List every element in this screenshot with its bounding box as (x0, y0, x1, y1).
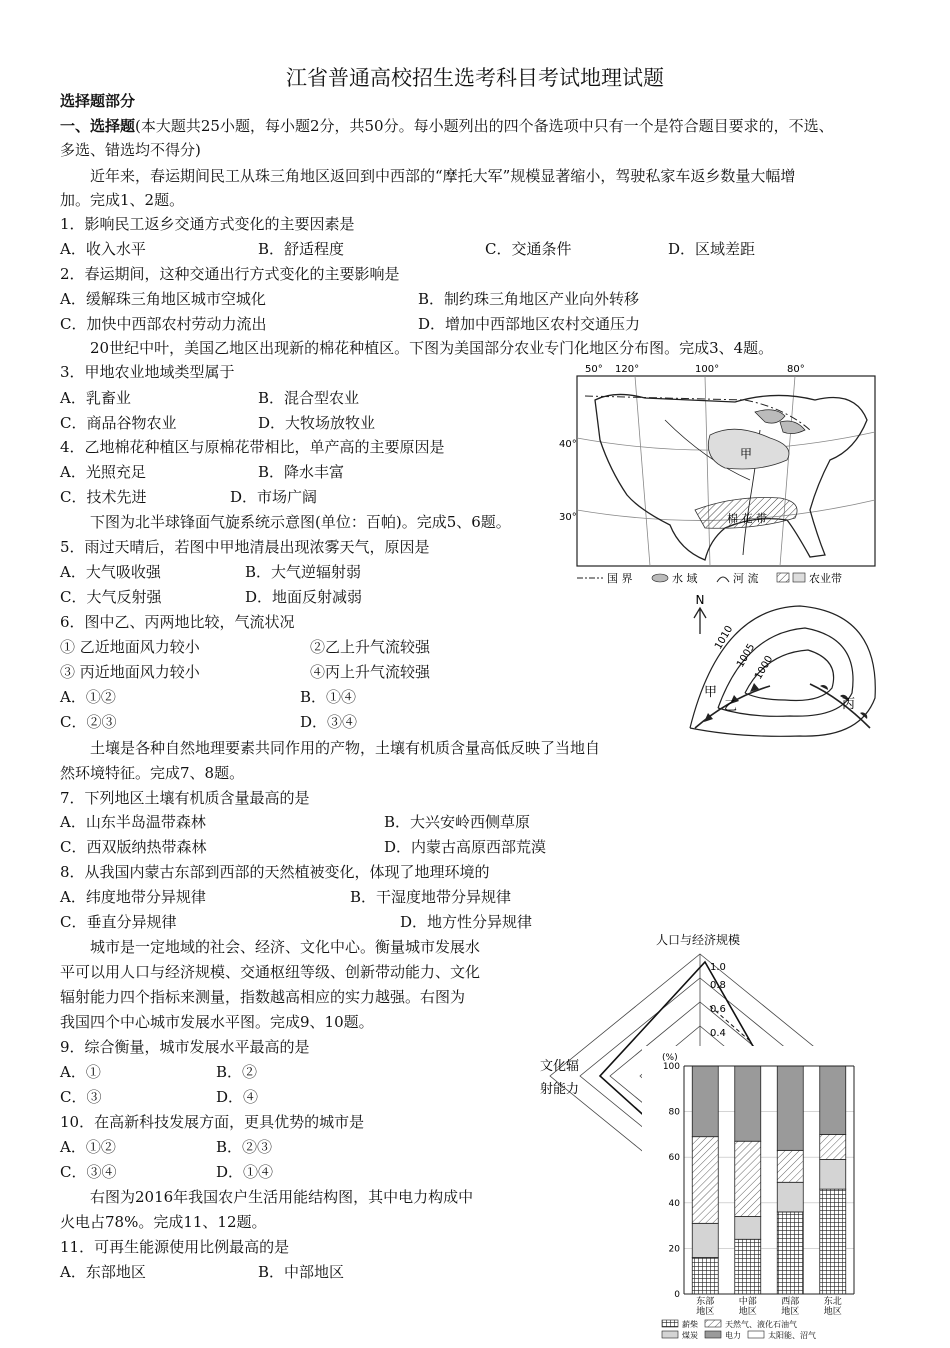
question-8: 8．从我国内蒙古东部到西部的天然植被变化，体现了地理环境的 (60, 863, 490, 881)
q6-option-d[interactable]: D．③④ (300, 713, 358, 731)
legend-river: 河 流 (733, 572, 759, 585)
radar-tick-06: 0.6 (710, 1004, 726, 1015)
radar-tick-04: 0.4 (710, 1028, 726, 1039)
part1-desc: (本大题共25小题，每小题2分，共50分。每小题列出的四个备选项中只有一个是符合题目要求的，不选、 (135, 117, 834, 135)
point-jia: 甲 (704, 685, 718, 700)
lat-label-40: 40° (559, 439, 577, 450)
bar-segment (692, 1137, 718, 1224)
radar-axis-title: 人口与经济规模 (655, 933, 741, 947)
y-tick-label: 40 (668, 1198, 680, 1209)
bar-segment (820, 1134, 846, 1159)
question-7: 7．下列地区土壤有机质含量最高的是 (60, 789, 310, 807)
q1-option-b[interactable]: B．舒适程度 (258, 240, 345, 258)
stem-9-10-line1: 城市是一定地域的社会、经济、文化中心。衡量城市发展水 (90, 938, 481, 956)
q2-option-d[interactable]: D．增加中西部地区农村交通压力 (418, 315, 641, 333)
q11-option-b[interactable]: B．中部地区 (258, 1263, 345, 1281)
chart-bars (692, 1066, 846, 1294)
q5-option-a[interactable]: A．大气吸收强 (60, 563, 161, 581)
bar-segment (820, 1066, 846, 1134)
q3-option-b[interactable]: B．混合型农业 (258, 389, 360, 407)
legend-zone-symbol-b (793, 573, 805, 582)
q3-option-c[interactable]: C．商品谷物农业 (60, 414, 177, 432)
energy-chart-panel (642, 1046, 880, 1344)
x-tick-label: 西部 (781, 1297, 800, 1307)
q6-item-3: ③ 丙近地面风力较小 (60, 663, 200, 681)
legend-water: 水 域 (672, 572, 698, 585)
question-4: 4．乙地棉花种植区与原棉花带相比，单产高的主要原因是 (60, 438, 445, 456)
q8-option-b[interactable]: B．干湿度地带分异规律 (350, 888, 512, 906)
legend-swatch (662, 1320, 678, 1327)
bar-segment (777, 1066, 803, 1150)
q1-option-d[interactable]: D．区域差距 (668, 240, 756, 258)
q2-option-c[interactable]: C．加快中西部农村劳动力流出 (60, 315, 267, 333)
q6-option-a[interactable]: A．①② (60, 688, 116, 706)
y-tick-label: 60 (668, 1153, 680, 1164)
legend-water-symbol (652, 574, 668, 582)
q3-option-a[interactable]: A．乳畜业 (60, 389, 131, 407)
y-tick-label: 80 (668, 1107, 680, 1118)
legend-label: 天然气、液化石油气 (725, 1320, 797, 1329)
legend-swatch (705, 1331, 721, 1338)
stem-11-12-cont: 火电占78%。完成11、12题。 (60, 1213, 267, 1231)
stem-7-8: 土壤是各种自然地理要素共同作用的产物，土壤有机质含量高低反映了当地自 (90, 739, 601, 757)
lon-label-50: 50° (585, 364, 603, 375)
q4-option-b[interactable]: B．降水丰富 (258, 463, 345, 481)
question-1: 1．影响民工返乡交通方式变化的主要因素是 (60, 215, 355, 233)
q7-option-d[interactable]: D．内蒙古高原西部荒漠 (384, 838, 547, 856)
part1-instructions (60, 116, 834, 136)
legend-swatch (705, 1320, 721, 1327)
stem-5-6: 下图为北半球锋面气旋系统示意图(单位：百帕)。完成5、6题。 (90, 513, 511, 531)
legend-swatch (748, 1331, 764, 1338)
q6-item-2: ②乙上升气流较强 (310, 638, 431, 656)
part1-desc-cont: 多选、错选均不得分) (60, 141, 201, 159)
chart-x-labels (696, 1295, 842, 1317)
stem-3-4: 20世纪中叶，美国乙地区出现新的棉花种植区。下图为美国部分农业专门化地区分布图。完成3、4题。 (90, 339, 774, 357)
q5-option-c[interactable]: C．大气反射强 (60, 588, 162, 606)
q4-option-c[interactable]: C．技术先进 (60, 488, 147, 506)
stem-11-12: 右图为2016年我国农户生活用能结构图，其中电力构成中 (90, 1188, 474, 1206)
q2-option-b[interactable]: B．制约珠三角地区产业向外转移 (418, 290, 640, 308)
q6-item-4: ④丙上升气流较强 (310, 663, 431, 681)
lon-label-100: 100° (695, 364, 720, 375)
point-bing: 丙 (842, 697, 856, 712)
question-6: 6．图中乙、丙两地比较，气流状况 (60, 613, 295, 631)
question-11: 11．可再生能源使用比例最高的是 (60, 1238, 290, 1256)
point-yi: 乙 (724, 699, 738, 714)
chart-legend (662, 1319, 816, 1340)
lon-label-120: 120° (615, 364, 640, 375)
bar-segment (777, 1150, 803, 1182)
q8-option-a[interactable]: A．纬度地带分异规律 (60, 888, 206, 906)
north-label: N (695, 593, 705, 607)
section-heading: 选择题部分 (60, 92, 136, 110)
bar-segment (692, 1066, 718, 1137)
energy-structure-chart (642, 1046, 880, 1344)
q9-option-d[interactable]: D．④ (216, 1088, 259, 1106)
isobar-label-1010: 1010 (713, 623, 736, 652)
q10-option-d[interactable]: D．①④ (216, 1163, 274, 1181)
q5-option-b[interactable]: B．大气逆辐射弱 (245, 563, 362, 581)
radar-left-label-1: 文化辐 (540, 1059, 580, 1074)
legend-label: 电力 (725, 1331, 741, 1340)
q2-option-a[interactable]: A．缓解珠三角地区城市空城化 (60, 290, 266, 308)
stem-9-10-line4: 我国四个中心城市发展水平图。完成9、10题。 (60, 1013, 374, 1031)
q4-option-a[interactable]: A．光照充足 (60, 463, 146, 481)
x-tick-label: 地区 (738, 1307, 757, 1317)
bar-segment (777, 1212, 803, 1294)
page-title: 江省普通高校招生选考科目考试地理试题 (286, 66, 664, 90)
q11-option-a[interactable]: A．东部地区 (60, 1263, 146, 1281)
q10-option-a[interactable]: A．①② (60, 1138, 116, 1156)
question-2: 2．春运期间，这种交通出行方式变化的主要影响是 (60, 265, 400, 283)
radar-tick-08: 0.8 (710, 980, 726, 991)
x-tick-label: 东部 (696, 1297, 715, 1307)
map-frame (577, 376, 875, 566)
bar-segment (735, 1141, 761, 1216)
q9-option-c[interactable]: C．③ (60, 1088, 102, 1106)
legend-label: 煤炭 (682, 1331, 698, 1340)
q7-option-a[interactable]: A．山东半岛温带森林 (60, 813, 206, 831)
isobar-label-1000: 1000 (753, 653, 776, 682)
q4-option-d[interactable]: D．市场广阔 (230, 488, 318, 506)
stem-1-2-cont: 加。完成1、2题。 (60, 191, 185, 209)
q8-option-d[interactable]: D．地方性分异规律 (400, 913, 533, 931)
stem-9-10-line2: 平可以用人口与经济规模、交通枢纽等级、创新带动能力、文化 (60, 963, 481, 981)
legend-label: 薪柴 (682, 1320, 698, 1329)
q6-item-1: ① 乙近地面风力较小 (60, 638, 200, 656)
q3-option-d[interactable]: D．大牧场放牧业 (258, 414, 376, 432)
isobar-label-1005: 1005 (735, 641, 758, 670)
y-tick-label: 20 (668, 1244, 680, 1255)
stem-7-8-cont: 然环境特征。完成7、8题。 (60, 764, 245, 782)
bar-segment (692, 1223, 718, 1257)
legend-label: 太阳能、沼气 (768, 1331, 816, 1340)
lon-label-80: 80° (787, 364, 805, 375)
q8-option-c[interactable]: C．垂直分异规律 (60, 913, 177, 931)
q7-option-b[interactable]: B．大兴安岭西侧草原 (384, 813, 531, 831)
x-tick-label: 地区 (823, 1307, 842, 1317)
bar-segment (820, 1159, 846, 1189)
chart-y-ticks (663, 1062, 680, 1300)
y-tick-label: 0 (674, 1290, 680, 1300)
bar-segment (777, 1182, 803, 1212)
north-arrow-icon (694, 608, 706, 634)
q7-option-c[interactable]: C．西双版纳热带森林 (60, 838, 207, 856)
q1-option-c[interactable]: C．交通条件 (485, 240, 572, 258)
x-tick-label: 地区 (696, 1307, 715, 1317)
x-tick-label: 东北 (823, 1297, 842, 1307)
q6-option-c[interactable]: C．②③ (60, 713, 117, 731)
question-3: 3．甲地农业地域类型属于 (60, 363, 235, 381)
chart-y-unit: (%) (662, 1053, 678, 1063)
x-tick-label: 地区 (781, 1307, 800, 1317)
radar-left-label-2: 射能力 (540, 1082, 580, 1097)
bar-segment (735, 1216, 761, 1239)
y-tick-label: 100 (662, 1062, 680, 1072)
cyclone-diagram (680, 588, 890, 748)
q1-option-a[interactable]: A．收入水平 (60, 240, 146, 258)
legend-zone-symbol-a (777, 573, 789, 582)
q9-option-a[interactable]: A．① (60, 1063, 101, 1081)
q10-option-b[interactable]: B．②③ (216, 1138, 273, 1156)
lat-label-30: 30° (559, 512, 577, 523)
q10-option-c[interactable]: C．③④ (60, 1163, 117, 1181)
radar-tick-1: 1.0 (710, 962, 726, 973)
zone-a-label: 甲 (740, 447, 753, 461)
legend-swatch (662, 1331, 678, 1338)
part1-head: 一、选择题 (60, 117, 136, 135)
q6-option-b[interactable]: B．①④ (300, 688, 357, 706)
question-5: 5．雨过天晴后，若图中甲地清晨出现浓雾天气，原因是 (60, 538, 430, 556)
question-10: 10．在高新科技发展方面，更具优势的城市是 (60, 1113, 365, 1131)
bar-segment (735, 1066, 761, 1141)
cotton-belt-label: 棉 花 带 (727, 512, 767, 525)
bar-segment (735, 1239, 761, 1294)
x-tick-label: 中部 (738, 1297, 757, 1307)
legend-farm-zone: 农业带 (809, 572, 842, 585)
legend-river-symbol (717, 577, 729, 582)
bar-segment (692, 1258, 718, 1294)
legend-border: 国 界 (607, 572, 633, 585)
question-9: 9．综合衡量，城市发展水平最高的是 (60, 1038, 310, 1056)
us-agriculture-map (555, 360, 885, 590)
q9-option-b[interactable]: B．② (216, 1063, 258, 1081)
bar-segment (820, 1189, 846, 1294)
stem-9-10-line3: 辐射能力四个指标来测量，指数越高相应的实力越强。右图为 (60, 988, 466, 1006)
q5-option-d[interactable]: D．地面反射减弱 (245, 588, 363, 606)
stem-1-2: 近年来，春运期间民工从珠三角地区返回到中西部的“摩托大军”规模显著缩小，驾驶私家车返乡数量大幅增 (90, 167, 796, 185)
